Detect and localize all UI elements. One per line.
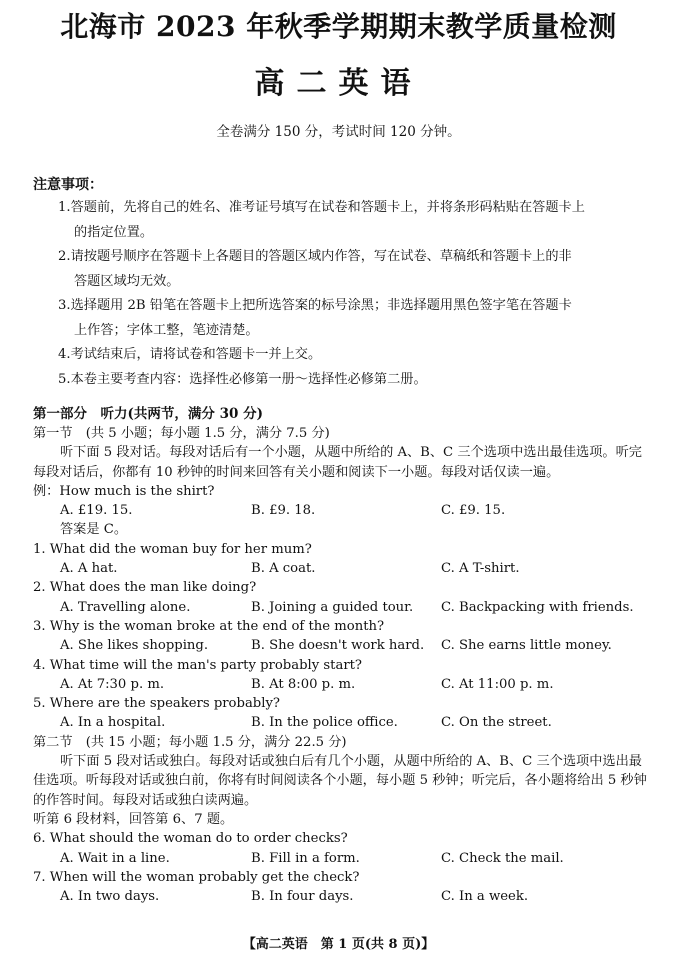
option-c: C. In a week. <box>441 889 529 905</box>
question-stem: 1. What did the woman buy for her mum? <box>33 541 312 557</box>
notice-line: 3.选择题用 2B 铅笔在答题卡上把所选答案的标号涂黑；非选择题用黑色签字笔在答题卡 <box>58 298 572 313</box>
option-b: B. In four days. <box>251 889 354 905</box>
example-question: 例：How much is the shirt? <box>33 483 215 499</box>
page-footer: 【高二英语 第 1 页(共 8 页)】 <box>242 937 435 952</box>
notice-item <box>58 294 658 343</box>
notice-line: 5.本卷主要考查内容：选择性必修第一册～选择性必修第二册。 <box>58 371 427 387</box>
option-c: C. At 11:00 p. m. <box>441 676 554 692</box>
option-c: C. On the street. <box>441 715 552 731</box>
notice-list <box>58 196 658 392</box>
option-b: B. At 8:00 p. m. <box>251 676 356 692</box>
example-options <box>33 501 653 520</box>
question-stem: 5. Where are the speakers probably? <box>33 696 280 712</box>
option-a: A. At 7:30 p. m. <box>60 676 165 692</box>
listening-section <box>33 424 653 906</box>
option-c: C. £9. 15. <box>441 503 506 519</box>
question-options <box>33 887 653 906</box>
option-c: C. Backpacking with friends. <box>441 599 634 615</box>
option-b: B. £9. 18. <box>251 503 316 519</box>
option-a: A. Travelling alone. <box>60 599 191 615</box>
option-c: C. A T-shirt. <box>441 561 520 577</box>
score-time-note: 全卷满分 150 分，考试时间 120 分钟。 <box>216 124 461 140</box>
option-a: A. £19. 15. <box>60 503 133 519</box>
option-a: A. Wait in a line. <box>60 850 170 866</box>
material-note: 听第 6 段材料，回答第 6、7 题。 <box>33 811 234 827</box>
notice-item <box>58 343 658 368</box>
option-a: A. A hat. <box>60 561 118 577</box>
option-b: B. Joining a guided tour. <box>251 599 414 615</box>
notice-item <box>58 368 658 393</box>
notice-line: 1.答题前，先将自己的姓名、准考证号填写在试卷和答题卡上，并将条形码粘贴在答题卡上 <box>58 200 585 215</box>
question-stem: 6. What should the woman do to order checks? <box>33 831 348 847</box>
option-c: C. Check the mail. <box>441 850 564 866</box>
option-a: A. In two days. <box>60 889 160 905</box>
notice-heading: 注意事项： <box>33 177 103 193</box>
option-b: B. In the police office. <box>251 715 398 731</box>
question-options <box>33 559 653 578</box>
exam-title: 北海市 2023 年秋季学期期末教学质量检测 <box>60 10 617 43</box>
option-b: B. She doesn't work hard. <box>251 638 425 654</box>
option-a: A. In a hospital. <box>60 715 166 731</box>
notice-line: 4.考试结束后，请将试卷和答题卡一并上交。 <box>58 347 322 362</box>
section2-instructions: 听下面 5 段对话或独白。每段对话或独白后有几个小题，从题中所给的 A、B、C 三个选项中选出最佳选项。听每段对话或独白前，你将有时间阅读各个小题，每小题 5 秒钟；听完后，各小题将给出 5 秒钟的作答时间。每段对话或独白读两遍。 <box>33 754 647 808</box>
question-stem: 2. What does the man like doing? <box>33 580 257 596</box>
part1-heading: 第一部分 听力(共两节，满分 30 分) <box>33 406 263 422</box>
option-b: B. Fill in a form. <box>251 850 360 866</box>
notice-item <box>58 245 658 294</box>
question-stem: 7. When will the woman probably get the check? <box>33 869 360 885</box>
question-options <box>33 675 653 694</box>
question-options <box>33 713 653 732</box>
section2-heading: 第二节 (共 15 小题；每小题 1.5 分，满分 22.5 分) <box>33 734 347 750</box>
option-b: B. A coat. <box>251 561 316 577</box>
notice-line-cont: 的指定位置。 <box>74 224 154 240</box>
exam-subject: 高二英语 <box>254 66 423 101</box>
section1-instructions: 听下面 5 段对话。每段对话后有一个小题，从题中所给的 A、B、C 三个选项中选出最佳选项。听完每段对话后，你都有 10 秒钟的时间来回答有关小题和阅读下一小题。每段对话仅读一遍。 <box>33 445 642 480</box>
question-options <box>33 636 653 655</box>
notice-line-cont: 答题区域均无效。 <box>74 273 180 289</box>
notice-line: 2.请按题号顺序在答题卡上各题目的答题区域内作答，写在试卷、草稿纸和答题卡上的非 <box>58 249 572 264</box>
question-options <box>33 598 653 617</box>
question-options <box>33 849 653 868</box>
example-answer: 答案是 C。 <box>60 522 128 538</box>
option-a: A. She likes shopping. <box>60 638 209 654</box>
section1-heading: 第一节 (共 5 小题；每小题 1.5 分，满分 7.5 分) <box>33 426 330 441</box>
notice-item <box>58 196 658 245</box>
question-stem: 3. Why is the woman broke at the end of the month? <box>33 618 385 634</box>
option-c: C. She earns little money. <box>441 638 612 654</box>
question-stem: 4. What time will the man's party probably start? <box>33 657 363 673</box>
notice-line-cont: 上作答；字体工整，笔迹清楚。 <box>74 322 259 338</box>
